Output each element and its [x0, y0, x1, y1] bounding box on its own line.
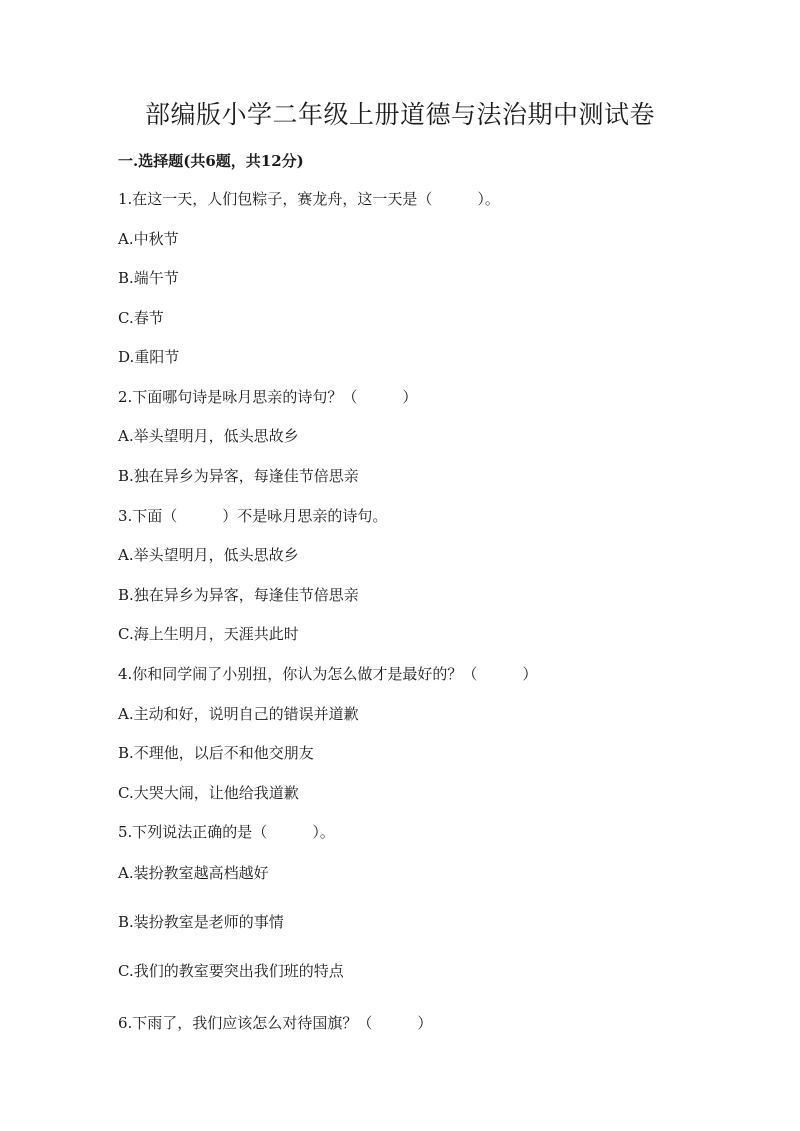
- question-3-option-c: C.海上生明月，天涯共此时: [118, 625, 299, 643]
- question-3-stem: 3.下面（ ）不是咏月思亲的诗句。: [118, 507, 388, 525]
- question-3-option-a: A.举头望明月，低头思故乡: [118, 546, 299, 564]
- question-5-stem: 5.下列说法正确的是（ ）。: [118, 823, 335, 841]
- question-1-option-a: A.中秋节: [118, 230, 179, 248]
- page-title: 部编版小学二年级上册道德与法治期中测试卷: [144, 100, 655, 129]
- question-4-option-b: B.不理他，以后不和他交朋友: [118, 744, 314, 762]
- question-5-option-c: C.我们的教室要突出我们班的特点: [118, 962, 344, 980]
- question-6-stem: 6.下雨了，我们应该怎么对待国旗？（ ）: [118, 1014, 433, 1032]
- question-1-option-c: C.春节: [118, 309, 164, 327]
- question-4-option-c: C.大哭大闹，让他给我道歉: [118, 784, 299, 802]
- question-1-option-d: D.重阳节: [118, 348, 180, 366]
- question-5-option-a: A.装扮教室越高档越好: [118, 864, 269, 882]
- section-heading: 一.选择题(共6题，共12分): [118, 152, 304, 170]
- question-2-option-b: B.独在异乡为异客，每逢佳节倍思亲: [118, 467, 359, 485]
- question-1-option-b: B.端午节: [118, 269, 179, 287]
- question-2-stem: 2.下面哪句诗是咏月思亲的诗句？（ ）: [118, 388, 418, 406]
- question-5-option-b: B.装扮教室是老师的事情: [118, 913, 284, 931]
- question-4-stem: 4.你和同学闹了小别扭，你认为怎么做才是最好的？（ ）: [118, 665, 538, 683]
- question-2-option-a: A.举头望明月，低头思故乡: [118, 427, 299, 445]
- question-3-option-b: B.独在异乡为异客，每逢佳节倍思亲: [118, 586, 359, 604]
- question-4-option-a: A.主动和好，说明自己的错误并道歉: [118, 705, 359, 723]
- question-1-stem: 1.在这一天，人们包粽子，赛龙舟，这一天是（ ）。: [118, 190, 500, 208]
